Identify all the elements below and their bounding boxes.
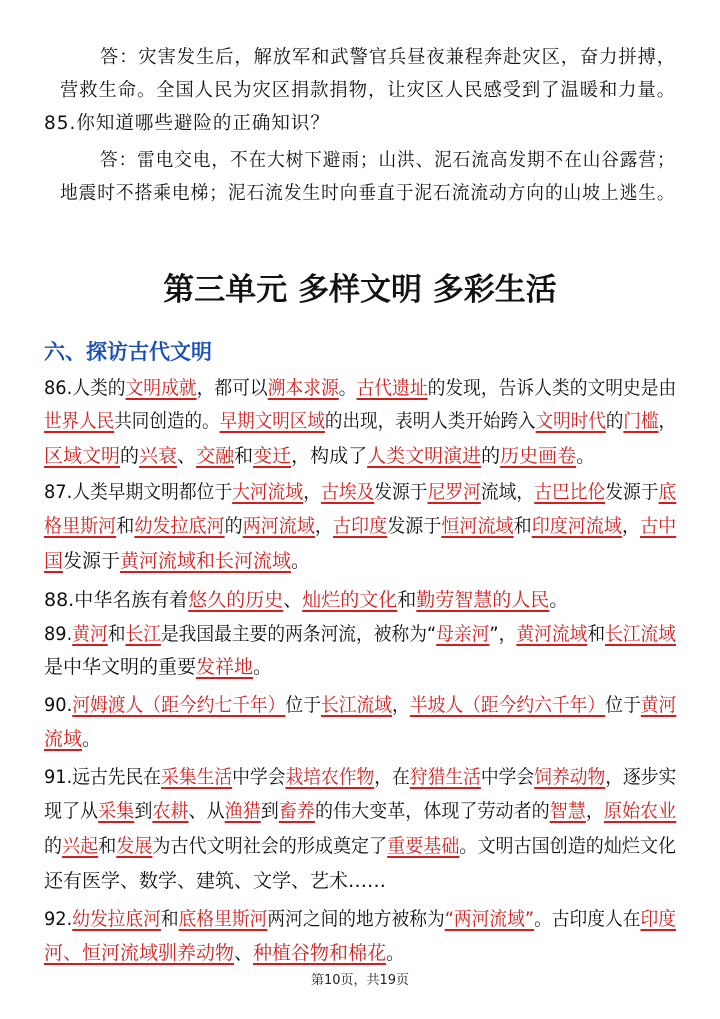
- text-segment: ，在: [374, 766, 410, 788]
- key-term: 渔猎: [224, 800, 261, 822]
- text-segment: 的: [224, 515, 243, 537]
- key-term: 区域文明: [44, 445, 121, 467]
- key-term: 古印度: [333, 515, 388, 537]
- text-segment: 、从: [188, 800, 225, 822]
- text-segment: 86.人类的: [44, 377, 126, 399]
- key-term: 底格里斯河: [178, 908, 268, 930]
- answer-84-line-2: 营救生命。全国人民为灾区捐款捐物，让灾区人民感受到了温暖和力量。: [60, 80, 677, 101]
- text-segment: 是我国最主要的两条河流，被称为“: [160, 623, 437, 645]
- text-segment: 发源于: [605, 481, 659, 503]
- text-segment: 的: [120, 445, 140, 467]
- text-segment: 位于: [605, 694, 641, 716]
- key-term: 古埃及: [320, 481, 375, 503]
- key-term: 尼罗河: [427, 481, 481, 503]
- key-term: 历史画卷: [500, 445, 577, 467]
- key-term: 灿烂的文化: [302, 589, 398, 611]
- text-segment: 。: [576, 445, 596, 467]
- key-term: 文明时代: [535, 410, 606, 432]
- key-term: 兴起: [62, 835, 99, 857]
- text-segment: 。: [82, 728, 102, 750]
- key-term: 两河流域: [242, 515, 315, 537]
- text-segment: 的出现，表明人类开始跨入: [324, 410, 536, 432]
- text-segment: ，构成了: [291, 445, 368, 467]
- text-segment: 中学会: [480, 766, 535, 788]
- body-line: [44, 798, 676, 824]
- key-term: 发祥地: [196, 656, 254, 678]
- key-term: 交融: [196, 445, 235, 467]
- key-term: 印度: [640, 908, 676, 930]
- key-term: 古巴比伦: [534, 481, 606, 503]
- body-line: [44, 513, 676, 539]
- key-term: 幼发拉底河: [72, 908, 161, 930]
- body-line: [44, 906, 676, 932]
- text-segment: ，: [392, 694, 410, 716]
- answer-84-line-1: 答：灾害发生后，解放军和武警官兵昼夜兼程奔赴灾区，奋力拼搏，: [100, 47, 677, 68]
- body-line: [44, 479, 676, 505]
- key-term: 悠久的历史: [188, 589, 284, 611]
- text-segment: 发源于: [63, 550, 121, 572]
- body-line: [44, 833, 676, 859]
- text-segment: ，: [585, 800, 604, 822]
- key-term: 种植谷物和棉花: [253, 942, 387, 964]
- key-term: 饲养动物: [534, 766, 606, 788]
- key-term: 黄河流域: [516, 623, 588, 645]
- text-segment: 的发现，告诉人类的文明史是由: [427, 377, 677, 399]
- text-segment: 中学会: [232, 766, 286, 788]
- key-term: 重要基础: [387, 835, 460, 857]
- body-line: [44, 408, 676, 434]
- text-segment: 流域，: [480, 481, 535, 503]
- text-segment: 和: [587, 623, 606, 645]
- text-segment: ，: [314, 515, 334, 537]
- key-term: 世界人民: [44, 410, 115, 432]
- key-term: 农耕: [152, 800, 189, 822]
- text-segment: 87.人类早期文明都位于: [44, 481, 233, 503]
- key-term: 狩猎生活: [409, 766, 481, 788]
- text-segment: 的伟大变革，体现了劳动者的: [314, 800, 550, 822]
- key-term: 国: [44, 550, 64, 572]
- body-line: [44, 548, 310, 574]
- key-term: 长江流域: [605, 623, 677, 645]
- question-85: 85.你知道哪些避险的正确知识？: [44, 113, 330, 134]
- key-term: 河姆渡人（距今约七千年）: [72, 694, 286, 716]
- body-line: [44, 443, 595, 469]
- key-term: 半坡人（距今约六千年）: [409, 694, 606, 716]
- key-term: 门槛: [623, 410, 659, 432]
- text-segment: 到: [260, 800, 279, 822]
- text-segment: 。: [338, 377, 357, 399]
- key-term: 幼发拉底河: [134, 515, 225, 537]
- text-segment: 为古代文明社会的形成奠定了: [152, 835, 388, 857]
- key-term: 格里斯河: [44, 515, 117, 537]
- unit-title: 第三单元 多样文明 多彩生活: [163, 272, 557, 308]
- text-segment: 还有医学、数学、建筑、文学、艺术……: [44, 870, 387, 892]
- body-line: [44, 621, 676, 647]
- key-term: 恒河流域: [441, 515, 514, 537]
- text-segment: 。古印度人在: [534, 908, 641, 930]
- text-segment: ，: [303, 481, 321, 503]
- key-term: 早期文明区域: [219, 410, 325, 432]
- text-segment: 88.中华名族有着: [44, 589, 189, 611]
- key-term: 原始农业: [603, 800, 677, 822]
- text-segment: 和: [160, 908, 179, 930]
- key-term: 采集生活: [161, 766, 233, 788]
- key-term: 黄河: [72, 623, 108, 645]
- page-footer: 第10页，共19页: [310, 973, 410, 988]
- key-term: 变迁: [253, 445, 292, 467]
- text-segment: 、: [234, 942, 254, 964]
- key-term: 黄河流域和长河流域: [120, 550, 292, 572]
- text-segment: 是中华文明的重要: [44, 656, 197, 678]
- text-segment: 到: [134, 800, 153, 822]
- body-line: [44, 654, 272, 680]
- key-term: 勤劳智慧的人民: [416, 589, 550, 611]
- key-term: 长江: [125, 623, 161, 645]
- text-segment: 和: [234, 445, 254, 467]
- key-term: 栽培农作物: [285, 766, 375, 788]
- key-term: “两河流域”: [444, 908, 535, 930]
- answer-85-line-2: 地震时不搭乘电梯；泥石流发生时向垂直于泥石流流动方向的山坡上逃生。: [60, 183, 676, 204]
- text-segment: ，: [621, 515, 641, 537]
- key-term: 印度河流域: [531, 515, 622, 537]
- key-term: 母亲河: [436, 623, 490, 645]
- key-term: 智慧: [549, 800, 586, 822]
- text-segment: ，: [658, 410, 677, 432]
- text-segment: 和: [513, 515, 532, 537]
- text-segment: 。: [253, 656, 273, 678]
- text-segment: 。: [386, 942, 406, 964]
- key-term: 溯本求源: [267, 377, 339, 399]
- body-line: [44, 868, 386, 894]
- text-segment: 89.: [44, 623, 73, 645]
- key-term: 古代遗址: [356, 377, 428, 399]
- section-title: 六、探访古代文明: [44, 340, 212, 364]
- text-segment: 。: [291, 550, 311, 572]
- key-term: 文明成就: [125, 377, 197, 399]
- answer-85-line-1: 答：雷电交电，不在大树下避雨；山洪、泥石流高发期不在山谷露营；: [100, 150, 676, 171]
- body-line: [44, 726, 101, 752]
- text-segment: ”，: [489, 623, 517, 645]
- text-segment: 91.远古先民在: [44, 766, 162, 788]
- text-segment: 现了从: [44, 800, 99, 822]
- text-segment: 和: [98, 835, 117, 857]
- key-term: 大河流域: [232, 481, 304, 503]
- text-segment: ，逐步实: [605, 766, 677, 788]
- text-segment: 。: [549, 589, 569, 611]
- text-segment: ，都可以: [196, 377, 268, 399]
- body-line: [44, 940, 405, 966]
- text-segment: 90.: [44, 694, 73, 716]
- text-segment: 。文明古国创造的灿烂文化: [459, 835, 677, 857]
- key-term: 黄河: [640, 694, 677, 716]
- key-term: 畜养: [278, 800, 315, 822]
- key-term: 流域: [44, 728, 83, 750]
- key-term: 底: [658, 481, 677, 503]
- text-segment: 共同创造的。: [114, 410, 220, 432]
- text-segment: 的: [481, 445, 501, 467]
- text-segment: 两河之间的地方被称为: [267, 908, 445, 930]
- key-term: 采集: [98, 800, 135, 822]
- key-term: 长江流域: [320, 694, 393, 716]
- text-segment: 和: [107, 623, 126, 645]
- text-segment: 和: [116, 515, 135, 537]
- body-line: [44, 764, 676, 790]
- text-segment: 的: [605, 410, 624, 432]
- key-term: 古中: [640, 515, 677, 537]
- text-segment: 和: [397, 589, 417, 611]
- text-segment: 发源于: [374, 481, 428, 503]
- body-line: [44, 375, 676, 401]
- body-line: [44, 692, 676, 718]
- text-segment: 发源于: [387, 515, 442, 537]
- key-term: 河、恒河流域驯养动物: [44, 942, 235, 964]
- key-term: 人类文明演进: [367, 445, 482, 467]
- key-term: 发展: [116, 835, 153, 857]
- text-segment: 、: [177, 445, 197, 467]
- text-segment: 位于: [285, 694, 321, 716]
- body-line: [44, 587, 568, 613]
- text-segment: 92.: [44, 908, 73, 930]
- text-segment: 的: [44, 835, 63, 857]
- text-segment: 、: [283, 589, 303, 611]
- key-term: 兴衰: [139, 445, 178, 467]
